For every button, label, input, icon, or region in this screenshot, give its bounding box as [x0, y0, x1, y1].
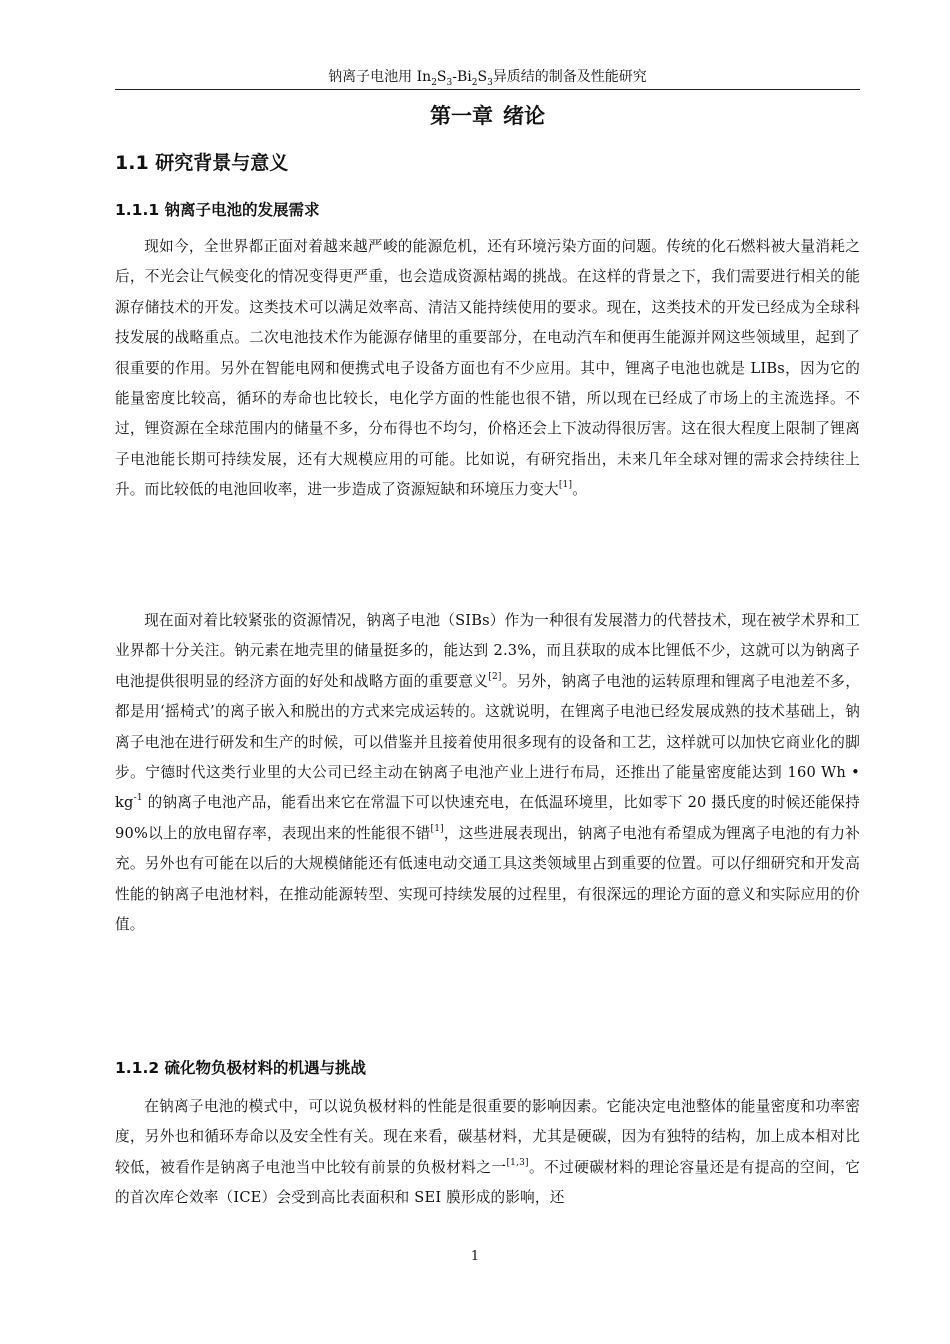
header-title-text: 钠离子电池用 In: [328, 69, 432, 85]
paragraph-2: [115, 606, 860, 940]
paragraph-3: [115, 1092, 860, 1214]
citation[interactable]: [1]: [430, 823, 444, 834]
chapter-title: [115, 101, 860, 131]
header-title-text: 异质结的制备及性能研究: [492, 69, 647, 85]
section-heading-1-1: 1.1 研究背景与意义: [115, 152, 289, 174]
section-heading-1-1-1: 1.1.1 钠离子电池的发展需求: [115, 201, 320, 219]
paragraph-text: ，这些进展表现出，钠离子电池有希望成为锂离子电池的有力补充。另外也有可能在以后的大规模储能还有低速电动交通工具这类领域里占到重要的位置。可以仔细研究和开发高性能的钠离子电池材料，在推动能源转型、实现可持续发展的过程里，有很深远的理论方面的意义和实际应用的价值。: [115, 824, 861, 934]
header-title-text: -Bi: [452, 69, 472, 85]
subscript: 3: [446, 77, 453, 88]
section-heading-1-1-2: 1.1.2 硫化物负极材料的机遇与挑战: [115, 1059, 367, 1077]
citation[interactable]: [2]: [488, 671, 502, 682]
chapter-number: 第一章: [430, 104, 493, 128]
header-title-text: S: [477, 69, 488, 85]
paragraph-text: 。: [572, 481, 587, 499]
chapter-name: 绪论: [503, 104, 545, 128]
paragraph-1: [115, 232, 860, 506]
paragraph-text: 现在面对着比较紧张的资源情况，钠离子电池（SIBs）作为一种很有发展潜力的代替技术，现在被学术界和工业界都十分关注。钠元素在地壳里的储量挺多的，能达到 2.3%，而且获取的成本比锂低不少，这就可以为钠离子电池提供很明显的经济方面的好处和战略方面的重要意义: [115, 612, 860, 690]
citation[interactable]: [1,3]: [506, 1157, 529, 1168]
subscript: 2: [471, 77, 478, 88]
page-number: 1: [470, 1249, 480, 1264]
paragraph-text: 的钠离子电池产品，能看出来它在常温下可以快速充电，在低温环境里，比如零下 20 摄氏度的时候还能保持 90%以上的放电留存率，表现出来的性能很不错: [115, 794, 860, 842]
header-title-text: S: [436, 69, 447, 85]
unit-superscript: -1: [133, 793, 143, 804]
paragraph-text: 。不过硬碳材料的理论容量还是有提高的空间，它的首次库仑效率（ICE）会受到高比表面积和 SEI 膜形成的影响，还: [115, 1158, 860, 1207]
paragraph-text: 。另外，钠离子电池的运转原理和锂离子电池差不多，都是用‘摇椅式’的离子嵌入和脱出的方式来完成运转的。这就说明，在锂离子电池已经发展成熟的技术基础上，钠离子电池在进行研发和生产的时候，可以借鉴并且接着使用很多现有的设备和工艺，这样就可以加快它商业化的脚步。宁德时代这类行业里的大公司已经主动在钠离子电池产业上进行布局，还推出了能量密度能达到 160 Wh • kg: [115, 672, 860, 812]
header-rule: [115, 89, 860, 90]
subscript: 3: [487, 77, 493, 88]
paragraph-text: 在钠离子电池的模式中，可以说负极材料的性能是很重要的影响因素。它能决定电池整体的能量密度和功率密度，另外也和循环寿命以及安全性有关。现在来看，碳基材料，尤其是硬碳，因为有独特的结构，加上成本相对比较低，被看作是钠离子电池当中比较有前景的负极材料之一: [115, 1098, 860, 1176]
subscript: 2: [431, 77, 437, 88]
running-header: [115, 68, 860, 86]
citation[interactable]: [1]: [558, 480, 573, 491]
paragraph-text: 现如今，全世界都正面对着越来越严峻的能源危机，还有环境污染方面的问题。传统的化石燃料被大量消耗之后，不光会让气候变化的情况变得更严重，也会造成资源枯竭的挑战。在这样的背景之下，我们需要进行相关的能源存储技术的开发。这类技术可以满足效率高、清洁又能持续使用的要求。现在，这类技术的开发已经成为全球科技发展的战略重点。二次电池技术作为能源存储里的重要部分，在电动汽车和便再生能源并网这些领域里，起到了很重要的作用。另外在智能电网和便携式电子设备方面也有不少应用。其中，锂离子电池也就是 LIBs，因为它的能量密度比较高，循环的寿命也比较长，电化学方面的性能也很不错，所以现在已经成了市场上的主流选择。不过，锂资源在全球范围内的储量不多，分布得也不均匀，价格还会上下波动得很厉害。这在很大程度上限制了锂离子电池能长期可持续发展，还有大规模应用的可能。比如说，有研究指出，未来几年全球对锂的需求会持续往上升。而比较低的电池回收率，进一步造成了资源短缺和环境压力变大: [115, 238, 860, 499]
